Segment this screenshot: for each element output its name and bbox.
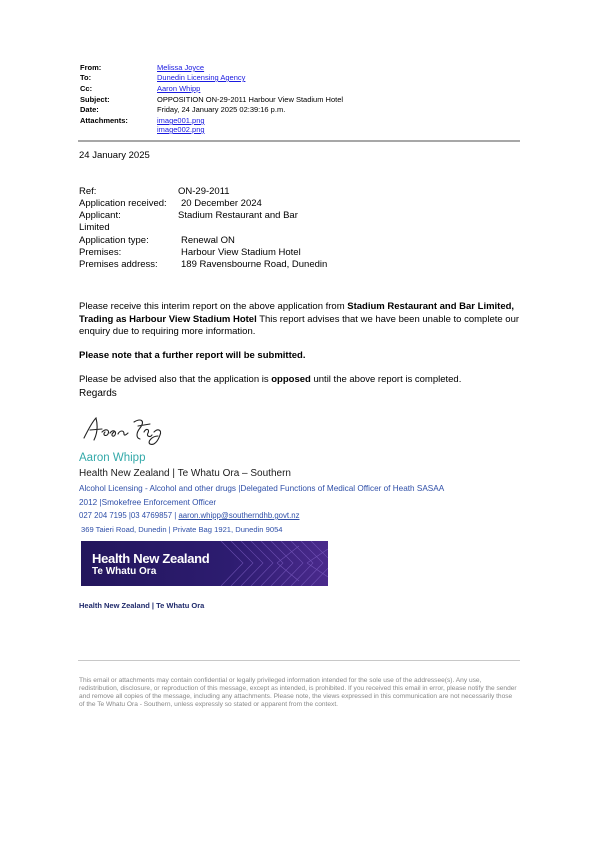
signature-contact [79,510,300,522]
signature-name: Aaron Whipp [79,452,146,464]
detail-value: 189 Ravensbourne Road, Dunedin [181,259,328,270]
signature-phones: 027 204 7195 |03 4769857 | [79,511,179,520]
opposed-bold: opposed [271,374,311,385]
subject-label: Subject: [80,95,110,104]
attachments-label: Attachments: [80,116,128,125]
paragraph-text: until the above report is completed. [310,374,462,385]
date-label: Date: [80,105,99,114]
attachment-link[interactable]: image002.png [157,125,205,134]
cc-link[interactable]: Aaron Whipp [157,84,201,93]
detail-label: Premises address: [79,259,158,270]
detail-value: Renewal ON [181,235,235,246]
detail-label: Application type: [79,235,149,246]
signature-address: 369 Taieri Road, Dunedin | Private Bag 1921, Dunedin 9054 [81,525,283,534]
email-link[interactable]: aaron.whipp@southerndhb.govt.nz [178,511,300,520]
detail-label: Ref: [79,186,97,197]
signature-role-line1: Alcohol Licensing - Alcohol and other drugs |Delegated Functions of Medical Officer of Heath SASAA [79,484,445,493]
paragraph-text: This report advises that we have been unable to complete our enquiry due to requiring more information. [79,313,520,337]
health-nz-banner [81,541,328,586]
detail-label: Application received: [79,198,167,209]
disclaimer-divider [78,660,520,661]
banner-title: Health New Zealand [92,551,210,566]
handwritten-signature [80,408,170,450]
interim-report-paragraph [79,301,521,339]
detail-label: Premises: [79,247,122,258]
date-value: Friday, 24 January 2025 02:39:16 p.m. [157,105,286,114]
regards: Regards [79,388,117,399]
paragraph-text: Please be advised also that the application is [79,374,272,385]
header-divider [78,140,520,142]
opposed-paragraph [79,374,461,387]
detail-value: Harbour View Stadium Hotel [181,247,301,258]
detail-label: Applicant: [79,210,121,221]
signature-role-line2: 2012 |Smokefree Enforcement Officer [79,498,217,507]
banner-subtitle: Te Whatu Ora [92,566,157,577]
detail-value: ON-29-2011 [178,186,230,197]
applicant-name-bold: Stadium Restaurant and Bar Limited, Trading as Harbour View Stadium Hotel [79,301,515,325]
to-link[interactable]: Dunedin Licensing Agency [157,73,246,82]
letter-date: 24 January 2025 [79,150,150,161]
detail-label: Limited [79,222,110,233]
detail-value: Stadium Restaurant and Bar [178,210,298,221]
cc-label: Cc: [80,84,93,93]
further-report-note: Please note that a further report will be submitted. [79,350,306,361]
subject-value: OPPOSITION ON-29-2011 Harbour View Stadium Hotel [157,95,344,104]
signature-org: Health New Zealand | Te Whatu Ora – Southern [79,468,291,479]
footer-org: Health New Zealand | Te Whatu Ora [79,601,205,610]
to-label: To: [80,73,92,82]
attachment-link[interactable]: image001.png [157,116,205,125]
disclaimer-text: This email or attachments may contain confidential or legally privileged information intended for the sole use of the addressee(s). Any use, redistribution, disclosure, or reproduction of this message, except as intended, is prohibited. If you received this email in error, please notify the sender and remove all copies of the message, including any attachments. Please note, the views expressed in this communication are not necessarily those of the Te Whatu Ora - Southern, unless expressly so stated or apparent from the context. [79,677,517,708]
from-label: From: [80,63,102,72]
from-link[interactable]: Melissa Joyce [157,63,205,72]
paragraph-text: Please receive this interim report on the above application from [79,301,348,312]
detail-value: 20 December 2024 [181,198,262,209]
